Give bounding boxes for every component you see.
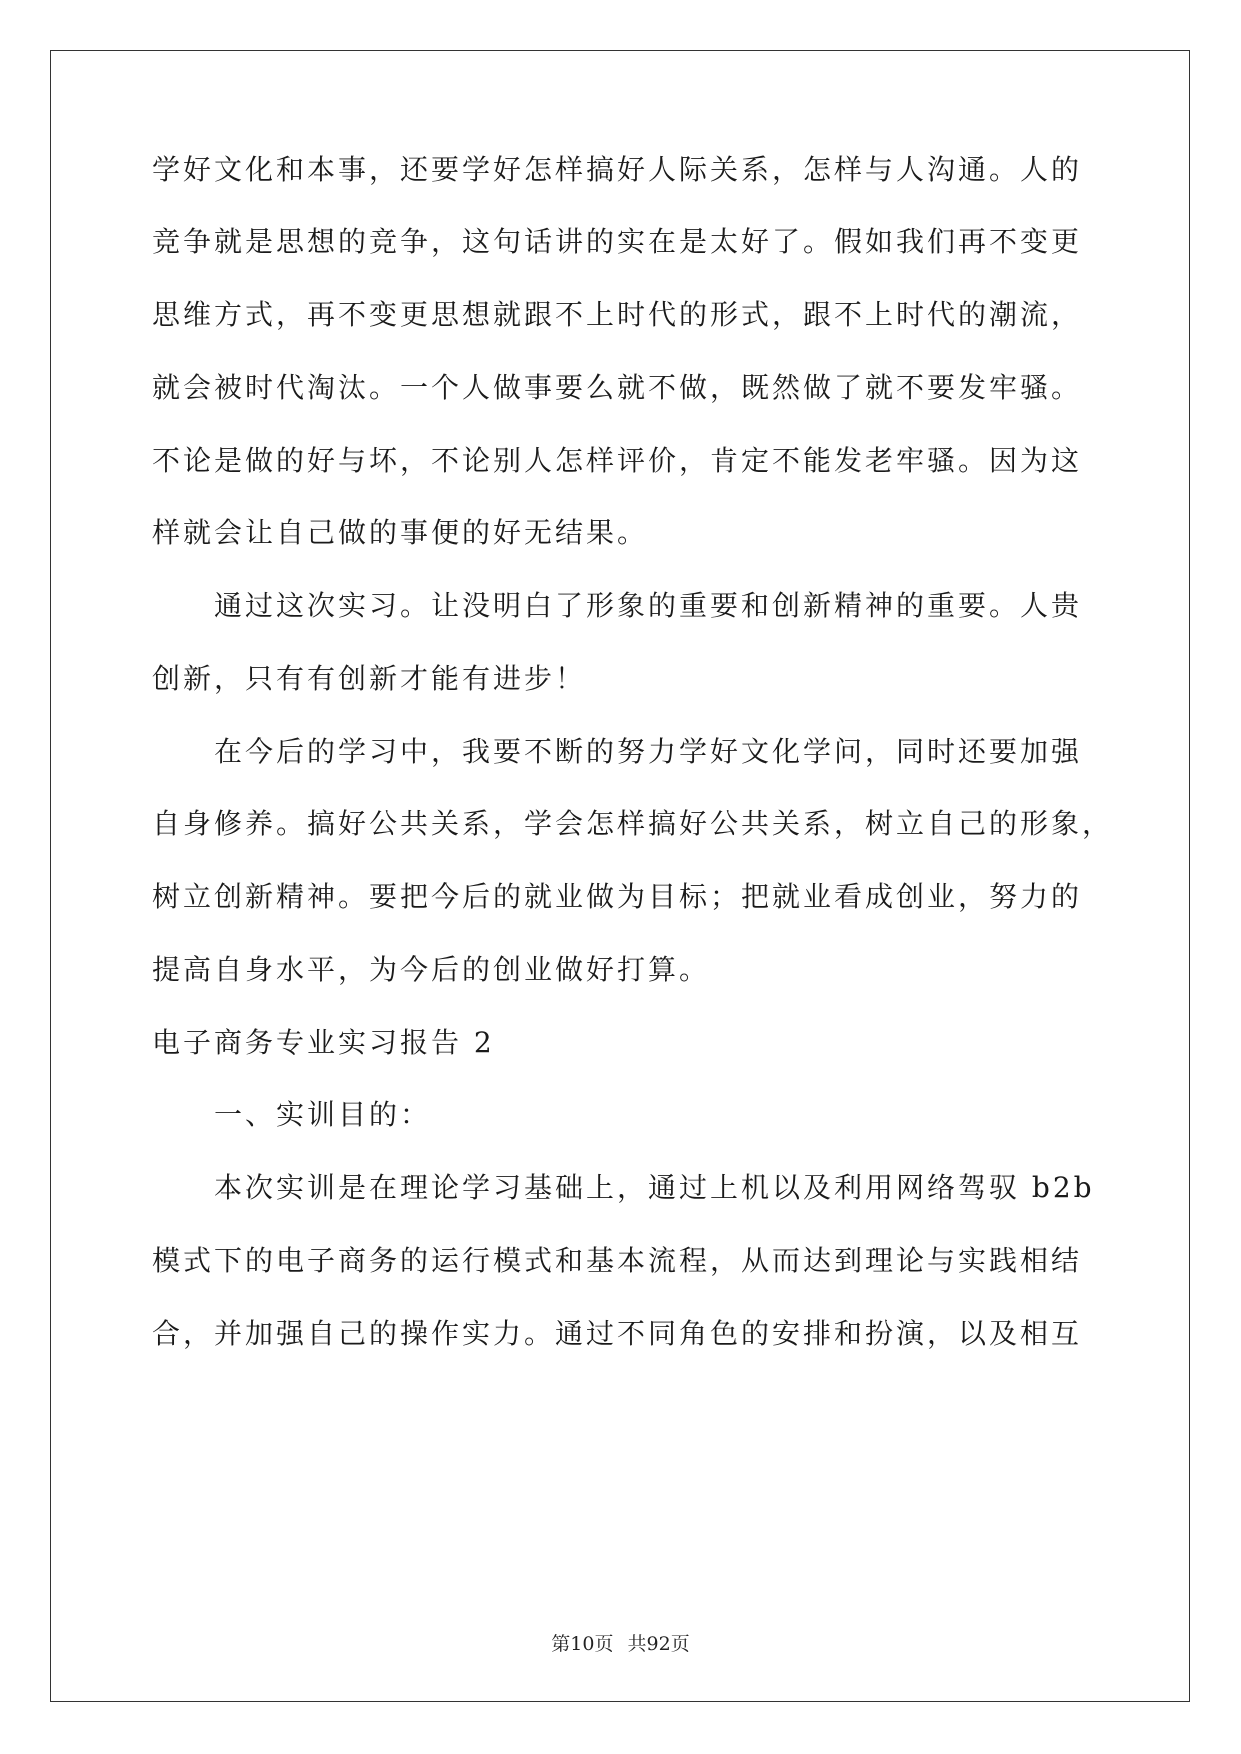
text-line: 就会被时代淘汰。一个人做事要么就不做，既然做了就不要发牢骚。 xyxy=(152,371,1083,404)
text-line: 本次实训是在理论学习基础上，通过上机以及利用网络驾驭 b2b xyxy=(214,1171,1095,1204)
text-line: 思维方式，再不变更思想就跟不上时代的形式，跟不上时代的潮流， xyxy=(152,298,1083,331)
text-line: 竞争就是思想的竞争，这句话讲的实在是太好了。假如我们再不变更 xyxy=(152,225,1083,258)
text-line: 合，并加强自己的操作实力。通过不同角色的安排和扮演，以及相互 xyxy=(152,1317,1083,1350)
subsection-heading: 一、实训目的： xyxy=(214,1098,432,1131)
text-line: 自身修养。搞好公共关系，学会怎样搞好公共关系，树立自己的形象， xyxy=(152,807,1114,840)
page-footer xyxy=(0,1632,1241,1656)
section-heading: 电子商务专业实习报告 2 xyxy=(152,1026,495,1059)
text-line: 模式下的电子商务的运行模式和基本流程，从而达到理论与实践相结 xyxy=(152,1244,1083,1277)
text-line: 样就会让自己做的事便的好无结果。 xyxy=(152,516,649,549)
text-line: 学好文化和本事，还要学好怎样搞好人际关系，怎样与人沟通。人的 xyxy=(152,153,1083,186)
page-number: 第10页 xyxy=(551,1633,614,1655)
text-line: 树立创新精神。要把今后的就业做为目标；把就业看成创业，努力的 xyxy=(152,880,1083,913)
page-total: 共92页 xyxy=(627,1633,690,1655)
text-line: 在今后的学习中，我要不断的努力学好文化学问，同时还要加强 xyxy=(214,735,1083,768)
text-line: 不论是做的好与坏，不论别人怎样评价，肯定不能发老牢骚。因为这 xyxy=(152,444,1083,477)
text-line: 通过这次实习。让没明白了形象的重要和创新精神的重要。人贵 xyxy=(214,589,1083,622)
text-line: 提高自身水平，为今后的创业做好打算。 xyxy=(152,953,711,986)
text-line: 创新，只有有创新才能有进步！ xyxy=(152,662,587,695)
